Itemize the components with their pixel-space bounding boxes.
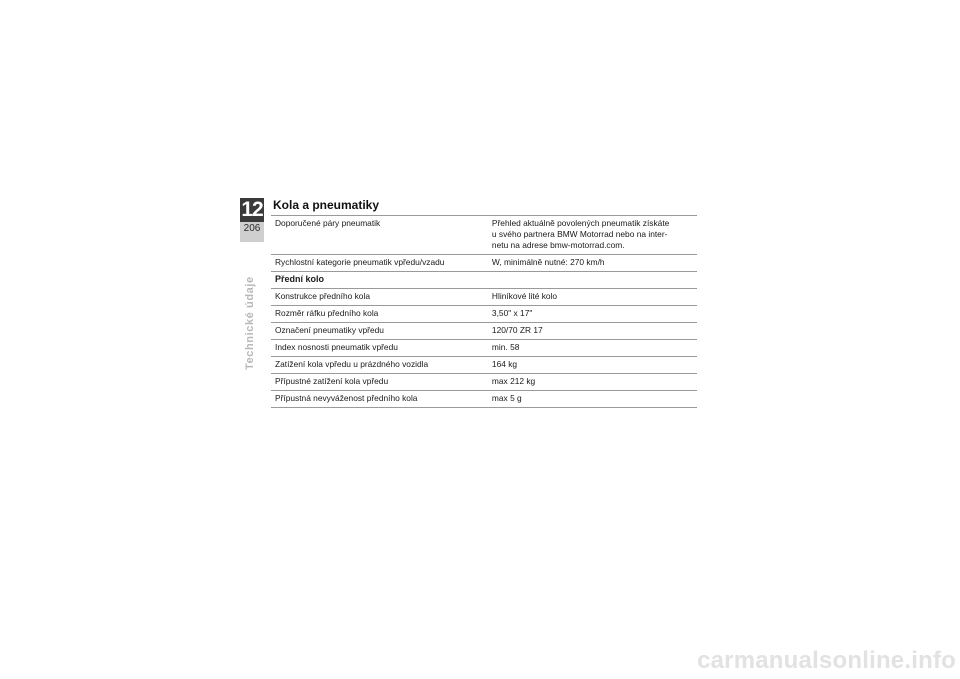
table-row (271, 289, 697, 306)
spec-value: 164 kg (488, 357, 697, 374)
spec-value: max 212 kg (488, 374, 697, 391)
spec-value: max 5 g (488, 391, 697, 408)
page-number: 206 (240, 222, 264, 242)
spec-value-line: Přehled aktuálně povolených pneumatik získáte (491, 218, 670, 228)
spec-label: Zatížení kola vpředu u prázdného vozidla (271, 357, 488, 374)
spec-value: W, minimálně nutné: 270 km/h (488, 255, 697, 272)
spec-value-line: netu na adrese bmw-motorrad.com. (491, 240, 625, 250)
spec-value-line: u svého partnera BMW Motorrad nebo na inter- (491, 229, 668, 239)
spec-label: Konstrukce předního kola (271, 289, 488, 306)
watermark: carmanualsonline.info (697, 647, 956, 674)
spec-label: Index nosnosti pneumatik vpředu (271, 340, 488, 357)
chapter-number: 12 (241, 198, 263, 221)
spec-label: Rychlostní kategorie pneumatik vpředu/vzadu (271, 255, 488, 272)
spec-label: Přípustná nevyváženost předního kola (271, 391, 488, 408)
table-row (271, 357, 697, 374)
spec-label: Přípustné zatížení kola vpředu (271, 374, 488, 391)
tire-spec-table (271, 215, 697, 408)
table-row (271, 340, 697, 357)
spec-value: 3,50" x 17" (488, 306, 697, 323)
spec-value: 120/70 ZR 17 (488, 323, 697, 340)
chapter-tab (240, 198, 264, 242)
table-row (271, 216, 697, 255)
table-row (271, 306, 697, 323)
table-row (271, 323, 697, 340)
table-row (271, 255, 697, 272)
spec-value: min. 58 (488, 340, 697, 357)
table-subheading-row (271, 272, 697, 289)
spec-label: Rozměr ráfku předního kola (271, 306, 488, 323)
spec-value (488, 216, 697, 255)
table-row (271, 391, 697, 408)
spec-label: Označení pneumatiky vpředu (271, 323, 488, 340)
section-title: Kola a pneumatiky (273, 198, 380, 212)
table-row (271, 374, 697, 391)
chapter-side-title: Technické údaje (244, 276, 256, 370)
spec-label: Doporučené páry pneumatik (271, 216, 488, 255)
spec-value: Hliníkové lité kolo (488, 289, 697, 306)
table-subheading: Přední kolo (271, 272, 697, 289)
